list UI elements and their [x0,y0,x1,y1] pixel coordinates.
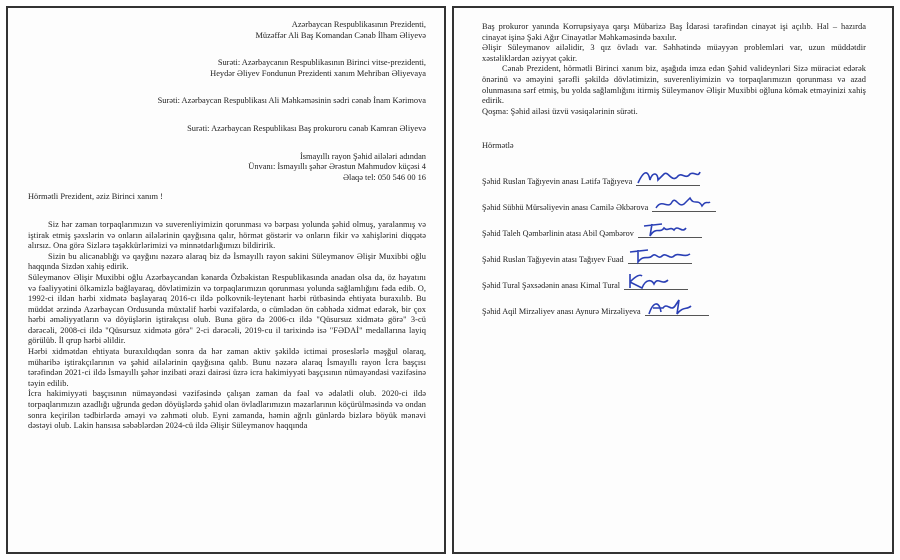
signatory-row [482,238,866,264]
signatory-row [482,186,866,212]
signature-line [638,223,702,238]
respectfully-label: Hörmətlə [482,141,514,151]
signature-mark [643,296,713,318]
signatory-row [482,264,866,290]
addressee-supreme-court: Surəti: Azərbaycan Respublikası Ali Məhkəməsinin sədri cənab İnam Kərimova [157,96,426,106]
signature-line [645,301,709,316]
sender-line1: İsmayıllı rayon Şəhid ailələri adından [299,151,426,161]
paragraph: Cənab Prezident, hörmətli Birinci xanım biz, aşağıda imza edən Şəhid valideynləri Sizə müraciət edərək önərinü və əməyini şərəfli şəkildə dövlətimizin, suverenliyimizin və torpaqlarımızın qorunması və azad olunmasına sərf etmiş, bu yolda sağlamlığını itirmiş Süleymanov Əlişir Muxibbi oğluna kömək etməyinizi xahiş edirik. [482,64,866,106]
attachment-note: Qoşma: Şəhid ailəsi üzvü vəsiqələrinin sürəti. [482,106,638,116]
signatory-name: Şəhid Tural Şəxsədənin anası Kimal Tural [482,280,621,290]
sender-address: Ünvanı: İsmayıllı şəhər Ərəstun Mahmudov küçəsi 4 [248,162,426,172]
signature-mark [650,192,720,214]
paragraph: Baş prokuror yanında Korrupsiyaya qarşı Mübarizə Baş İdarəsi tərəfindən cinayət işi açılıb. Hal – hazırda cinayət işinə Şəki Ağır Cinayətlər Məhkəməsində baxılır. [482,22,866,42]
paragraph: Hərbi xidmətdən ehtiyata buraxıldıqdan sonra da hər zaman aktiv şəkildə ictimai proseslərlə məşğul olaraq, müharibə iştirakçılarının və şəhid ailələrinin qayğısına qalıb. Bunu nəzərə alaraq İsmayıllı rayon İcra başçısı tərəfindən 2021-ci ildə İsmayıllı şəhər inzibati ərazi dairəsi üzrə icra hakimiyyəti başçısının nümayəndəsi vəzifəsinə təyin edilib. [28,347,426,388]
letter-page-2 [452,6,894,554]
letter-page-1 [6,6,446,554]
paragraph: Siz hər zaman torpaqlarımızın və suverenliyimizin qorunması və bərpası yolunda şəhid olmuş, yaralanmış və iştirak etmiş şəxslərin və onların ailələrinin qayğısına qalır, hörmət göstərir və onların fikir və xahişlərini diqqətə alırsız. Ona görə Sizlərə təşəkkürlərimizi və minnətdarlığımızı bildiririk. [28,219,426,251]
addressee-president-line1: Azərbaycan Respublikasının Prezidenti, [291,20,426,29]
signature-mark [622,270,692,292]
salutation: Hörmətli Prezident, əziz Birinci xanım ! [28,192,163,202]
signatory-row [482,160,866,186]
paragraph: Əlişir Süleymanov ailəlidir, 3 qız övladı var. Səhhətində müəyyən problemləri var, uzun müddətdir xəstəliklərdən əziyyət çəkir. [482,43,866,63]
signature-line [636,171,700,186]
paragraph: İcra hakimiyyəti başçısının nümayəndəsi vəzifəsində çalışan zaman da fəal və ədalətli olub. 2020-ci ildə torpaqlarımızın azadlığı uğrunda gedən döyüşlərdə şəhid olan övladlarımızın məzarlarının köçürülməsində və ondan sonra keçirilən tədbirlərdə əməyi və zəhməti olub. Eyni zamanda, həmin ağrılı günlərdə bizlərə böyük mənəvi dəstəyi olub. Lakin hansısa səbəblərdən 2024-cü ildə Əlişir Süleymanov haqqında [28,389,426,431]
signatory-name: Şəhid Taleh Qəmbərlinin atası Abil Qəmbərov [482,228,634,238]
paragraph: Süleymanov Əlişir Muxibbi oğlu Azərbaycandan kənarda Özbəkistan Respublikasında anadan olsa da, öz həyatını və fəaliyyətini ölkəmizlə bağlayaraq, dövlətimizin və torpaqlarımızın qorunması yolunda sağlamlığını fəda edib. O, 1992-ci ildən hərbi xidmətə başlayaraq 2016-cı ildə polkovnik-leytenant hərbi rütbəsində ehtiyata buraxılıb. Bu müddət ərzində Azərbaycan Ordusunda müxtəlif hərbi vəzifələrdə, o cümlədən ön cəbhədə xidmət edərək, bir çox hərbi əməliyyatların və döyüşlərin iştirakçısı olub. Buna görə də 2006-cı ildə "Qüsursuz xidmətə görə" 3-cü dərəcəli, 2008-ci ildə "Qüsursuz xidmətə görə" 2-ci dərəcəli, 2019-cu il tarixində isə "FƏDAİ" medallarına layiq görülüb. İl qrup hərbi əlildir. [28,272,426,346]
signatory-row [482,212,866,238]
signature-mark [626,244,696,266]
signatory-name: Şəhid Ruslan Tağıyevin anası Lətifə Tağıyeva [482,176,633,186]
signatories-list [482,160,866,316]
signatory-name: Şəhid Ruslan Tağıyevin atası Tağıyev Fuad [482,254,624,264]
addressee-prosecutor: Surəti: Azərbaycan Respublikası Baş prokuroru cənab Kamran Əliyevə [187,123,426,133]
signatory-name: Şəhid Aqil Mirzəliyev anası Aynurə Mirzəliyeva [482,306,641,316]
signatory-name: Şəhid Sübhü Mürsəliyevin anası Camilə Əkbərova [482,202,649,212]
addressee-president-line2: Müzəffər Ali Baş Komandan Cənab İlham Əliyevə [255,30,426,40]
signature-line [624,275,688,290]
paragraph: Sizin bu alicənablığı və qayğını nəzərə alaraq biz də İsmayıllı rayon sakini Süleymanov Əlişir Muxibbi oğlu haqqında Sizdən xahiş edirik. [28,251,426,272]
sender-phone: Əlaqə tel: 050 546 00 16 [342,172,426,182]
signature-mark [636,218,706,240]
addressee-vice-president-line1: Surəti: Azərbaycanın Respublikasının Birinci vitse-prezidenti, [217,58,426,68]
signature-line [652,197,716,212]
addressee-vice-president-line2: Heydər Əliyev Fondunun Prezidenti xanım Mehriban Əliyevaya [210,68,426,78]
signatory-row [482,290,866,316]
signature-line [628,249,692,264]
signature-mark [634,166,704,188]
